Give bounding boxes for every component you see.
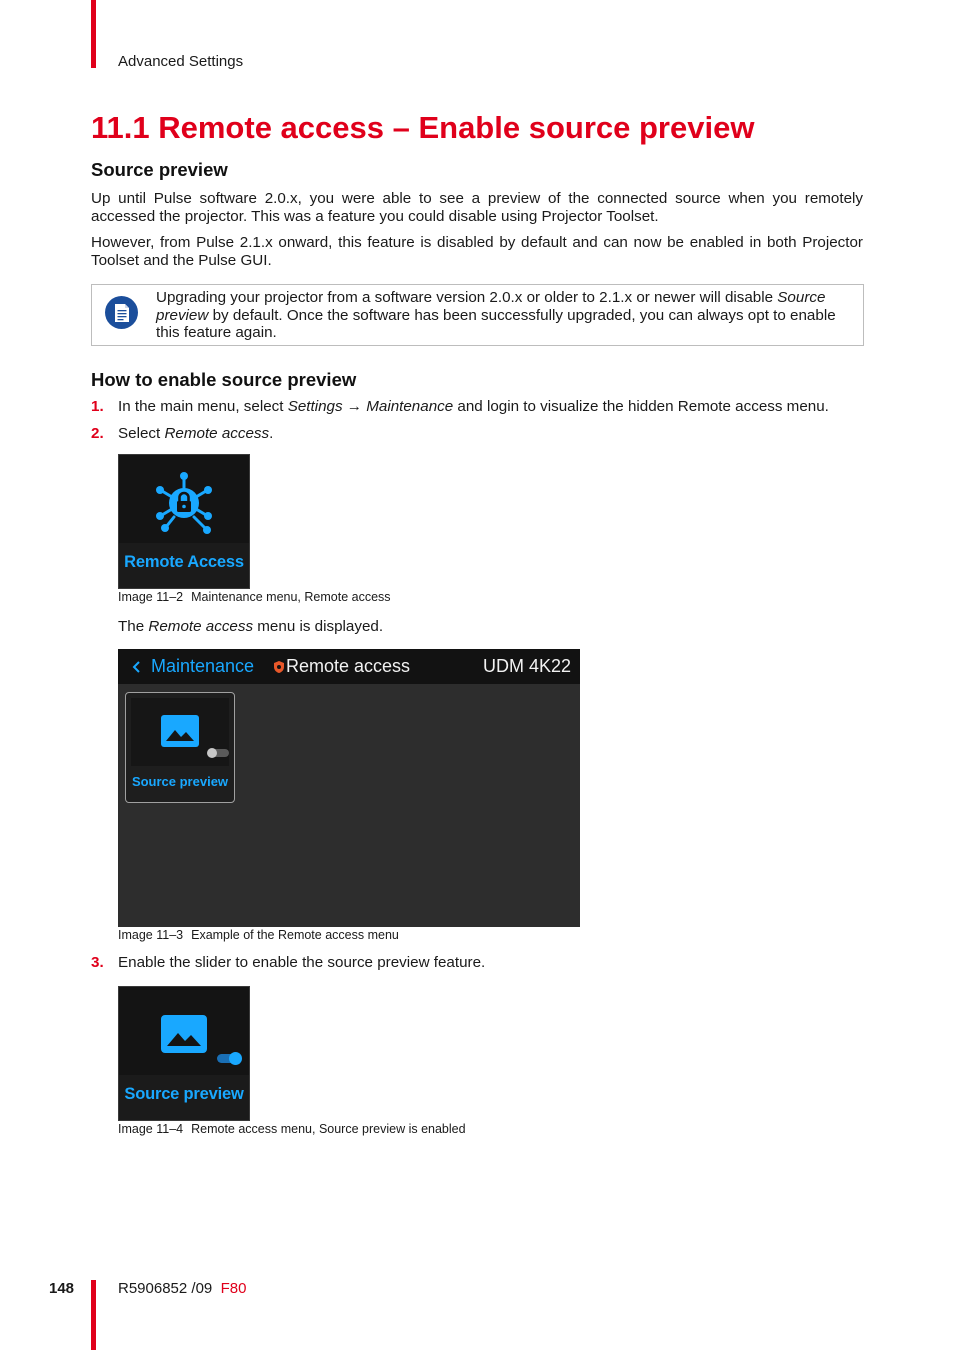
document-reference: R5906852 /09 F80 — [118, 1280, 247, 1297]
paragraph-default-state: However, from Pulse 2.1.x onward, this feature is disabled by default and can now be enabled in both Projector Toolset and the Pulse GUI. — [91, 234, 863, 269]
header-accent-bar — [91, 0, 96, 68]
figure-caption: Image 11–2 Maintenance menu, Remote access — [118, 590, 391, 604]
toggle-knob — [229, 1052, 242, 1065]
paragraph-intro: Up until Pulse software 2.0.x, you were able to see a preview of the connected source when you remotely accessed the projector. This was a feature you could disable using Projector Toolset. — [91, 190, 863, 225]
note-icon — [105, 296, 138, 329]
card-label: Source preview — [131, 774, 229, 789]
page-number: 148 — [49, 1280, 75, 1297]
running-header: Advanced Settings — [118, 53, 244, 70]
figure-caption: Image 11–4 Remote access menu, Source preview is enabled — [118, 1122, 466, 1136]
step-number: 2. — [91, 425, 104, 442]
image-icon — [160, 1014, 208, 1054]
note-box — [91, 284, 864, 346]
menu-top-bar — [118, 649, 580, 684]
product-code: F80 — [220, 1280, 247, 1297]
source-preview-card[interactable] — [125, 692, 235, 803]
remote-access-tile[interactable] — [118, 454, 250, 589]
image-icon — [160, 714, 200, 748]
body-text-menu-displayed: The Remote access menu is displayed. — [118, 618, 384, 635]
menu-title: Remote access — [286, 656, 411, 676]
shield-icon — [273, 660, 285, 674]
step-number: 3. — [91, 954, 104, 971]
section-heading-how-to: How to enable source preview — [91, 369, 357, 390]
source-preview-tile-enabled[interactable] — [118, 986, 250, 1121]
toggle-knob — [207, 748, 217, 758]
breadcrumb-maintenance[interactable]: Maintenance — [151, 656, 255, 676]
section-heading-source-preview: Source preview — [91, 159, 228, 180]
remote-access-menu-screenshot — [118, 649, 580, 927]
step-text: Select Remote access. — [118, 425, 274, 442]
chevron-left-icon[interactable] — [132, 660, 142, 674]
page-title: 11.1 Remote access – Enable source preview — [91, 110, 755, 145]
tile-label: Remote Access — [124, 553, 244, 571]
figure-caption: Image 11–3 Example of the Remote access menu — [118, 928, 399, 942]
step-text: In the main menu, select Settings → Maintenance and login to visualize the hidden Remote access menu. — [118, 398, 829, 415]
step-number: 1. — [91, 398, 104, 415]
device-name: UDM 4K22 — [482, 656, 571, 676]
step-text: Enable the slider to enable the source preview feature. — [118, 954, 486, 971]
remote-access-lock-network-icon — [152, 471, 216, 535]
note-text: Upgrading your projector from a software version 2.0.x or older to 2.1.x or newer will disable Source preview by default. Once the software has been successfully upgraded, you can always opt to enable this feature again. — [156, 289, 836, 341]
footer-accent-bar — [91, 1280, 96, 1350]
tile-label: Source preview — [124, 1085, 244, 1103]
